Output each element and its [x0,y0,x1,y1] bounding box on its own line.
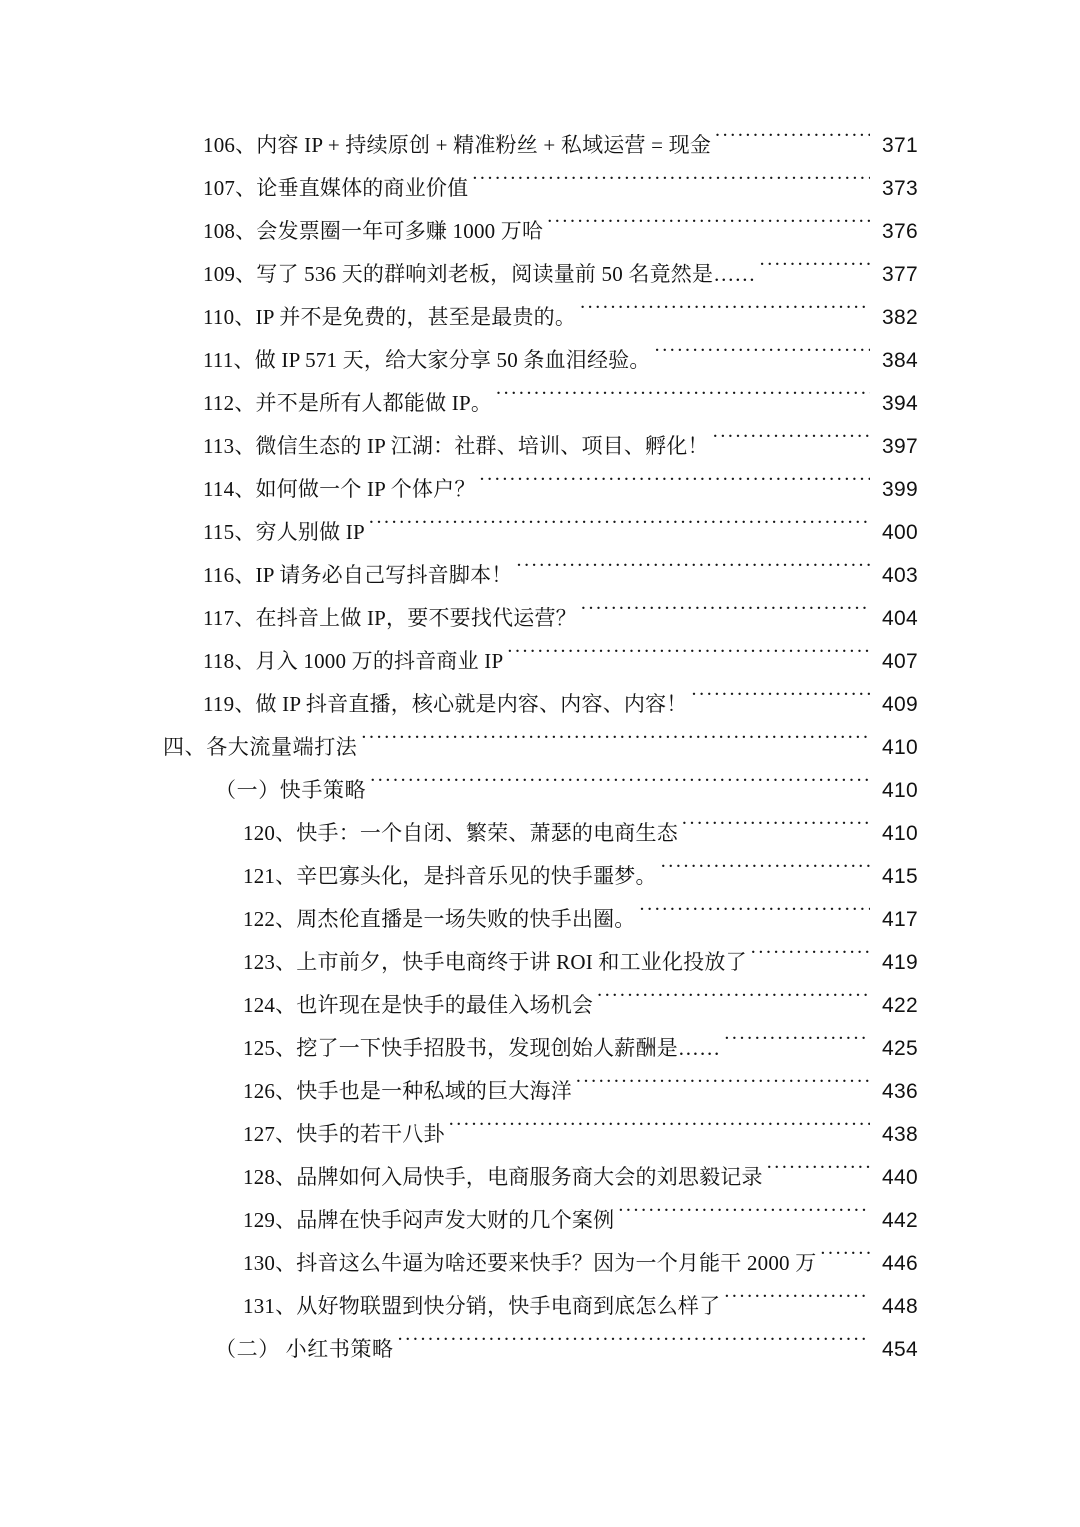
toc-entry-title: 四、各大流量端打法 [163,735,358,759]
toc-entry[interactable] [0,1027,1080,1070]
toc-page-number: 409 [882,693,918,716]
toc-entry-title: 126、快手也是一种私域的巨大海洋 [243,1079,572,1103]
toc-entry-title: 110、IP 并不是免费的，甚至是最贵的。 [203,305,577,329]
toc-page-number: 422 [882,994,918,1017]
toc-page-number: 407 [882,650,918,673]
toc-entry[interactable] [0,167,1080,210]
toc-page-number: 454 [882,1338,918,1361]
toc-entry[interactable] [0,640,1080,683]
toc-page-number: 376 [882,220,918,243]
toc-entry-title: 128、品牌如何入局快手，电商服务商大会的刘思毅记录 [243,1165,763,1189]
toc-leader-dots [580,303,870,324]
toc-entry-title: 124、也许现在是快手的最佳入场机会 [243,993,594,1017]
toc-entry-title: 118、月入 1000 万的抖音商业 IP [203,649,504,673]
toc-page-number: 436 [882,1080,918,1103]
toc-page-number: 415 [882,865,918,888]
toc-entry-title: 109、写了 536 天的群响刘老板，阅读量前 50 名竟然是…… [203,262,756,286]
toc-leader-dots [369,518,870,539]
toc-entry[interactable] [0,812,1080,855]
toc-entry-title: 125、挖了一下快手招股书，发现创始人薪酬是…… [243,1036,721,1060]
toc-leader-dots [760,260,870,281]
toc-entry[interactable] [0,1113,1080,1156]
toc-leader-dots [398,1335,870,1356]
toc-page-number: 384 [882,349,918,372]
toc-entry[interactable] [0,124,1080,167]
toc-page-number: 419 [882,951,918,974]
toc-entry-title: 113、微信生态的 IP 江湖：社群、培训、项目、孵化！ [203,434,709,458]
toc-entry-title: （一）快手策略 [215,778,367,802]
toc-entry-title: 123、上市前夕，快手电商终于讲 ROI 和工业化投放了 [243,950,747,974]
toc-entry[interactable] [0,683,1080,726]
toc-entry[interactable] [0,253,1080,296]
toc-entry-title: 122、周杰伦直播是一场失败的快手出圈。 [243,907,636,931]
toc-entry[interactable] [0,1328,1080,1371]
toc-leader-dots [715,131,870,152]
toc-page-number: 410 [882,822,918,845]
toc-entry[interactable] [0,597,1080,640]
toc-page-number: 442 [882,1209,918,1232]
toc-entry[interactable] [0,554,1080,597]
toc-page-number: 382 [882,306,918,329]
toc-leader-dots [618,1206,870,1227]
toc-page-number: 373 [882,177,918,200]
toc-leader-dots [576,1077,870,1098]
toc-entry-title: 121、辛巴寡头化，是抖音乐见的快手噩梦。 [243,864,657,888]
toc-page-number: 425 [882,1037,918,1060]
toc-entry-title: 120、快手：一个自闭、繁荣、萧瑟的电商生态 [243,821,678,845]
toc-page-number: 410 [882,779,918,802]
toc-page-number: 403 [882,564,918,587]
toc-entry[interactable] [0,1070,1080,1113]
toc-leader-dots [472,174,870,195]
toc-entry-title: 115、穷人别做 IP [203,520,365,544]
toc-entry-title: （二） 小红书策略 [215,1337,394,1361]
toc-entry[interactable] [0,1199,1080,1242]
toc-leader-dots [480,475,870,496]
toc-leader-dots [370,776,870,797]
toc-page-number: 377 [882,263,918,286]
toc-entry-title: 129、品牌在快手闷声发大财的几个案例 [243,1208,615,1232]
toc-leader-dots [516,561,870,582]
toc-page-number: 440 [882,1166,918,1189]
toc-entry[interactable] [0,1156,1080,1199]
toc-leader-dots [661,862,870,883]
toc-entry-title: 106、内容 IP + 持续原创 + 精准粉丝 + 私域运营 = 现金 [203,133,712,157]
toc-leader-dots [692,690,870,711]
toc-entry-title: 116、IP 请务必自己写抖音脚本！ [203,563,513,587]
toc-entry-title: 107、论垂直媒体的商业价值 [203,176,469,200]
toc-page-number: 448 [882,1295,918,1318]
toc-page-number: 371 [882,134,918,157]
toc-entry-title: 111、做 IP 571 天，给大家分享 50 条血泪经验。 [203,348,651,372]
toc-entry[interactable] [0,339,1080,382]
toc-page-number: 400 [882,521,918,544]
toc-entry-title: 114、如何做一个 IP 个体户？ [203,477,476,501]
toc-leader-dots [655,346,870,367]
toc-entry-title: 112、并不是所有人都能做 IP。 [203,391,493,415]
table-of-contents [0,124,1080,1371]
toc-page-number: 397 [882,435,918,458]
toc-entry[interactable] [0,1242,1080,1285]
toc-entry[interactable] [0,769,1080,812]
toc-leader-dots [547,217,870,238]
toc-page-number: 399 [882,478,918,501]
toc-entry-title: 131、从好物联盟到快分销，快手电商到底怎么样了 [243,1294,721,1318]
toc-leader-dots [713,432,870,453]
toc-leader-dots [820,1249,870,1270]
toc-page-number: 417 [882,908,918,931]
toc-entry[interactable] [0,210,1080,253]
toc-entry[interactable] [0,898,1080,941]
toc-entry-title: 108、会发票圈一年可多赚 1000 万哈 [203,219,544,243]
toc-entry[interactable] [0,511,1080,554]
toc-page-number: 410 [882,736,918,759]
toc-entry-title: 127、快手的若干八卦 [243,1122,445,1146]
toc-leader-dots [767,1163,870,1184]
toc-page-number: 446 [882,1252,918,1275]
toc-leader-dots [496,389,870,410]
toc-entry[interactable] [0,726,1080,769]
toc-leader-dots [507,647,870,668]
toc-leader-dots [724,1034,870,1055]
toc-entry[interactable] [0,941,1080,984]
toc-leader-dots [597,991,870,1012]
toc-entry[interactable] [0,296,1080,339]
toc-entry[interactable] [0,855,1080,898]
toc-leader-dots [751,948,870,969]
toc-entry[interactable] [0,382,1080,425]
toc-leader-dots [449,1120,870,1141]
toc-page-number: 438 [882,1123,918,1146]
toc-leader-dots [361,733,870,754]
toc-entry-title: 130、抖音这么牛逼为啥还要来快手？因为一个月能干 2000 万 [243,1251,817,1275]
toc-page-number: 394 [882,392,918,415]
toc-leader-dots [640,905,871,926]
toc-entry-title: 117、在抖音上做 IP，要不要找代运营？ [203,606,577,630]
toc-entry-title: 119、做 IP 抖音直播，核心就是内容、内容、内容！ [203,692,688,716]
toc-entry[interactable] [0,468,1080,511]
toc-entry[interactable] [0,1285,1080,1328]
toc-entry[interactable] [0,425,1080,468]
toc-page-number: 404 [882,607,918,630]
toc-leader-dots [682,819,870,840]
toc-leader-dots [581,604,870,625]
toc-leader-dots [724,1292,870,1313]
toc-entry[interactable] [0,984,1080,1027]
